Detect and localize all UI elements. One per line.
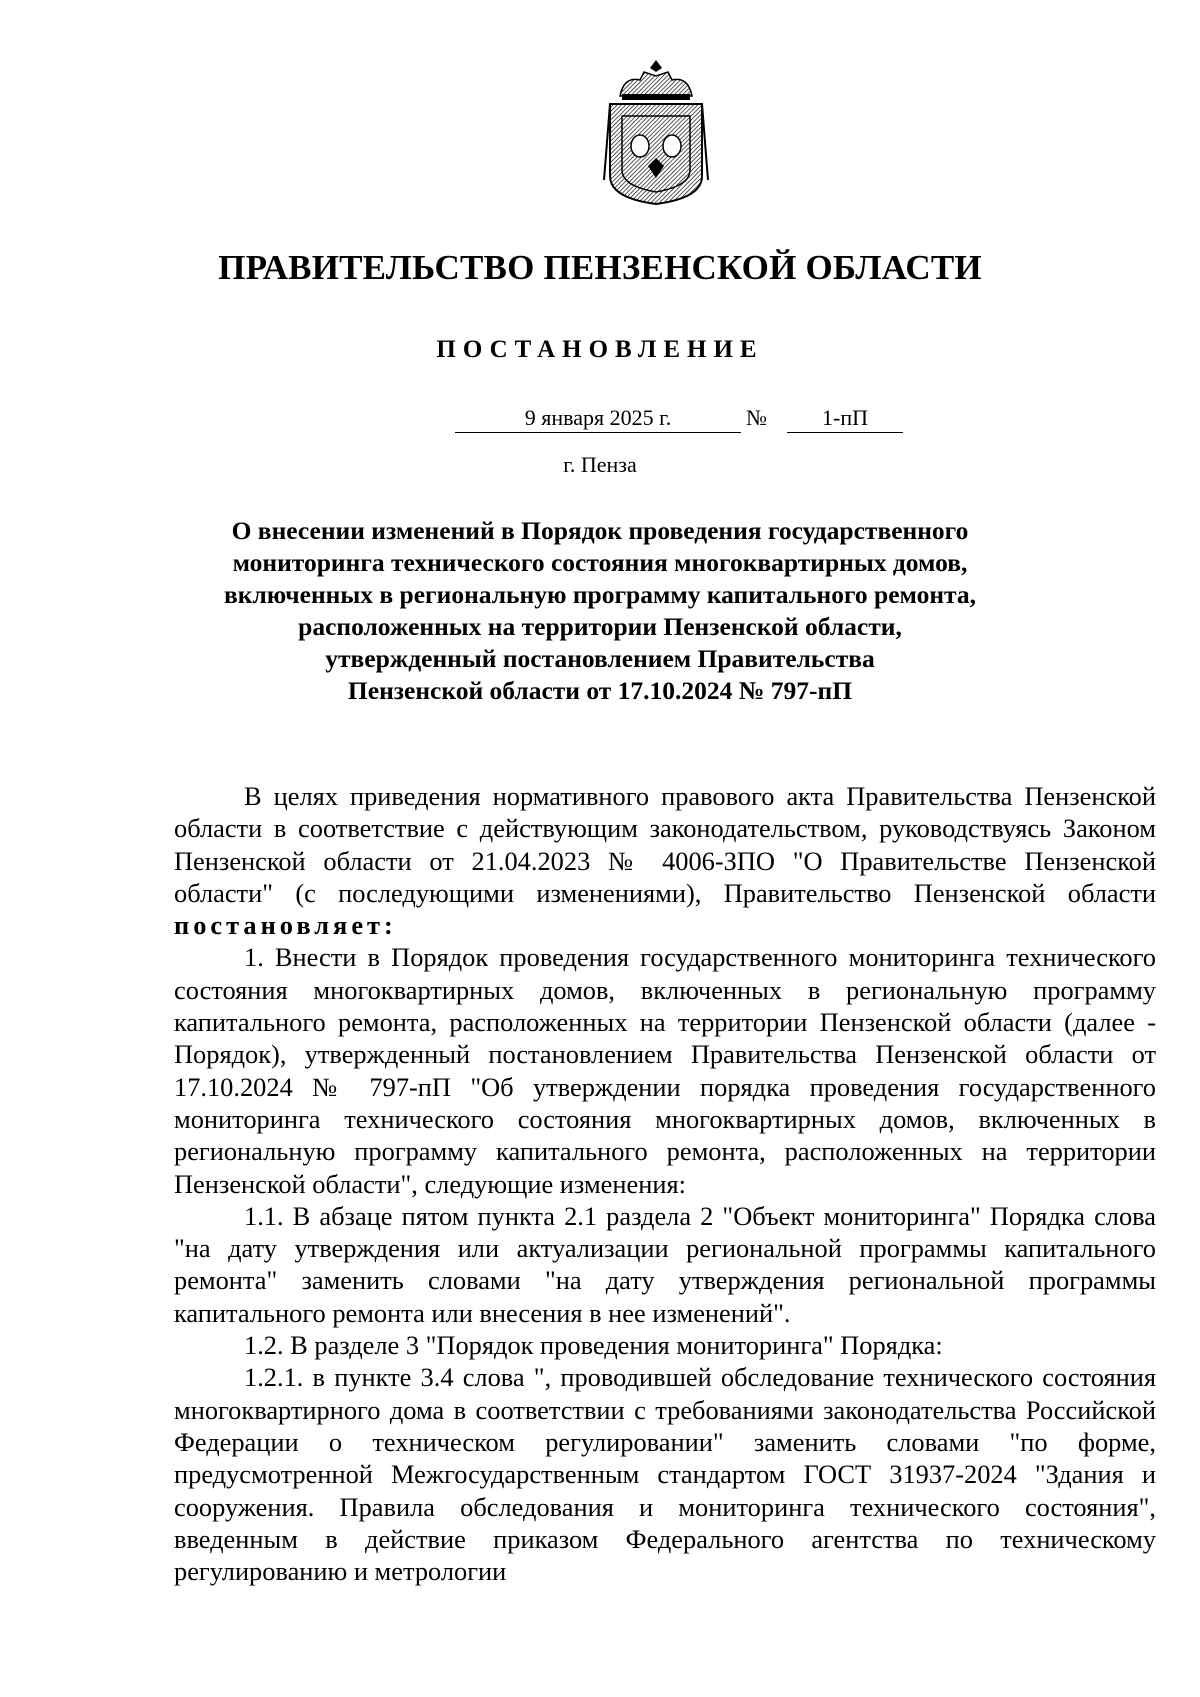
- paragraph-1-2: 1.2. В разделе 3 "Порядок проведения мониторинга" Порядка:: [244, 1330, 943, 1361]
- coat-of-arms-icon: [600, 58, 712, 208]
- document-subject: [200, 515, 1000, 707]
- paragraph-1: 1. Внести в Порядок проведения государственного мониторинга технического состояния многоквартирных домов, включенных в региональную программу капитального ремонта, расположенных на территории Пензенской области (далее - Порядок), утвержденный постановлением Правительства Пензенской области от 17.10.2024 № 797-пП "Об утверждении порядка проведения государственного мониторинга технического состояния многоквартирных домов, включенных в региональную программу капитального ремонта, расположенных на территории Пензенской области", следующие изменения:: [174, 942, 1156, 1199]
- preamble-paragraph: [174, 780, 1156, 941]
- document-date: 9 января 2025 г.: [455, 404, 741, 433]
- subject-line: расположенных на территории Пензенской области,: [298, 612, 902, 641]
- number-sign: №: [746, 405, 767, 430]
- subject-line: включенных в региональную программу капитального ремонта,: [224, 580, 976, 609]
- organization-title: ПРАВИТЕЛЬСТВО ПЕНЗЕНСКОЙ ОБЛАСТИ: [218, 248, 982, 287]
- document-number: 1-пП: [787, 404, 903, 433]
- city: г. Пенза: [563, 452, 637, 477]
- preamble-text: В целях приведения нормативного правового акта Правительства Пензенской области в соответствие с действующим законодательством, руководствуясь Законом Пензенской области от 21.04.2023 № 4006-ЗПО "О Правительстве Пензенской области" (с последующими изменениями), Правительство Пензенской области: [174, 781, 1156, 908]
- paragraph-1-2-1: 1.2.1. в пункте 3.4 слова ", проводившей обследование технического состояния многоквартирного дома в соответствии с требованиями законодательства Российской Федерации о техническом регулировании" заменить словами "по форме, предусмотренной Межгосударственным стандартом ГОСТ 31937-2024 "Здания и сооружения. Правила обследования и мониторинга технического состояния", введенным в действие приказом Федерального агентства по техническому регулированию и метрологии: [174, 1362, 1156, 1587]
- subject-line: Пензенской области от 17.10.2024 № 797-пП: [347, 676, 853, 705]
- subject-line: О внесении изменений в Порядок проведения государственного: [231, 516, 969, 545]
- document-type: ПОСТАНОВЛЕНИЕ: [436, 336, 764, 363]
- subject-line: утвержденный постановлением Правительства: [325, 644, 875, 673]
- paragraph-1-1: 1.1. В абзаце пятом пункта 2.1 раздела 2 "Объект мониторинга" Порядка слова "на дату утверждения или актуализации региональной программы капитального ремонта" заменить словами "на дату утверждения региональной программы капитального ремонта или внесения в нее изменений".: [174, 1200, 1156, 1328]
- document-body: [174, 780, 1156, 1587]
- subject-line: мониторинга технического состояния многоквартирных домов,: [232, 548, 968, 577]
- resolves-word: постановляет:: [174, 910, 397, 941]
